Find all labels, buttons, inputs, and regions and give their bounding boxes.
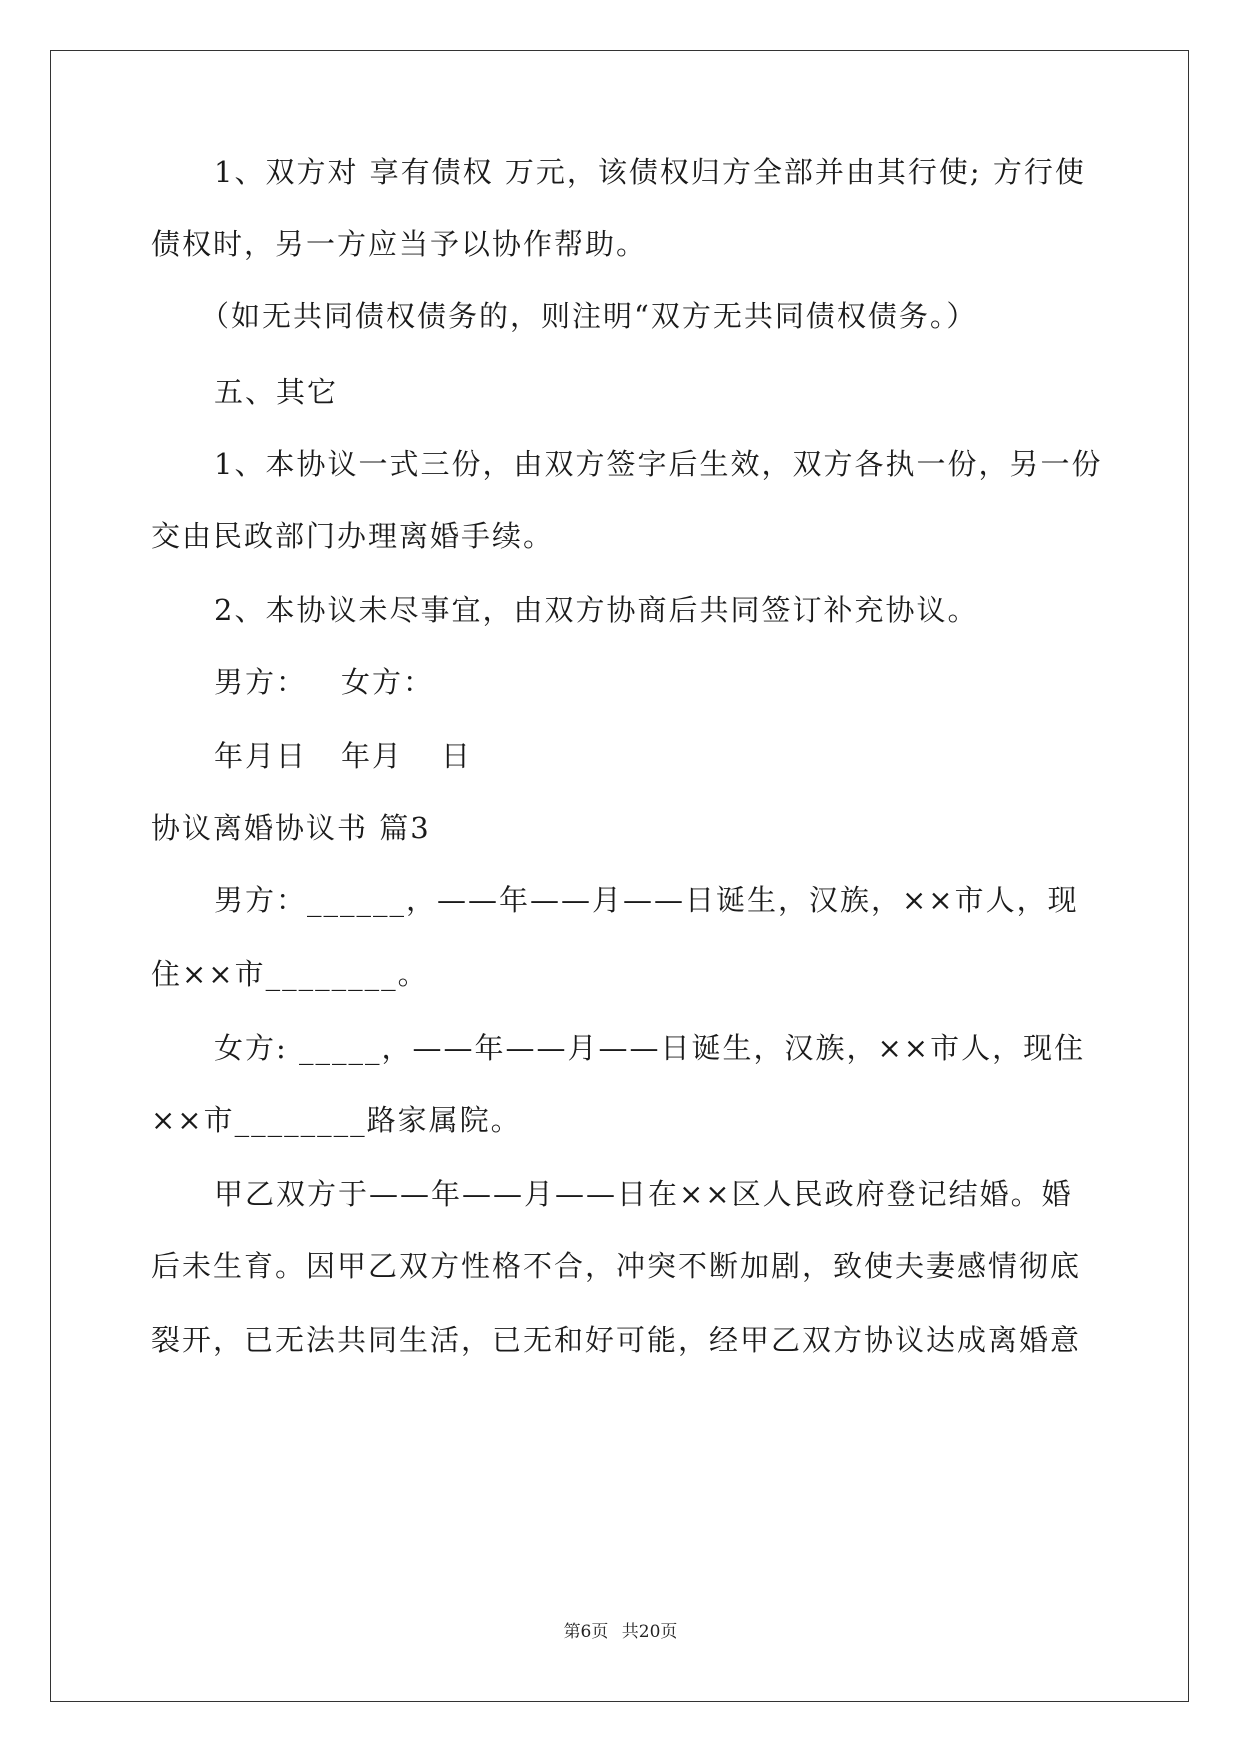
- paragraph-female-line-1: 女方: _____，——年——月——日诞生，汉族，××市人，现住: [214, 1031, 1086, 1065]
- date-right-day: 日: [441, 739, 473, 773]
- paragraph-debt-line-1: 1、双方对 享有债权 万元，该债权归方全部并由其行使; 方行使: [214, 155, 1086, 189]
- section-heading-other: 五、其它: [214, 375, 339, 409]
- paragraph-copies-line-2: 交由民政部门办理离婚手续。: [151, 519, 555, 553]
- paragraph-body-line-1: 甲乙双方于——年——月——日在××区人民政府登记结婚。婚: [214, 1177, 1073, 1211]
- paragraph-copies-line-1: 1、本协议一式三份，由双方签字后生效，双方各执一份，另一份: [214, 447, 1103, 481]
- section-title: 协议离婚协议书 篇3: [151, 811, 431, 845]
- page-total: 共20页: [621, 1622, 678, 1642]
- signature-line: [214, 662, 434, 702]
- paragraph-female-line-2: ××市________路家属院。: [151, 1103, 522, 1137]
- paragraph-body-line-2: 后未生育。因甲乙双方性格不合，冲突不断加剧，致使夫妻感情彻底: [151, 1249, 1082, 1283]
- paragraph-male-line-1: 男方：______，——年——月——日诞生，汉族，××市人，现: [214, 883, 1079, 917]
- date-line: [214, 736, 472, 776]
- date-left: 年月日: [214, 739, 308, 773]
- paragraph-debt-line-2: 债权时，另一方应当予以协作帮助。: [151, 227, 648, 261]
- paragraph-male-line-2: 住××市________。: [151, 957, 429, 991]
- page-number: 第6页: [563, 1622, 609, 1642]
- paragraph-body-line-3: 裂开，已无法共同生活，已无和好可能，经甲乙双方协议达成离婚意: [151, 1323, 1082, 1357]
- paragraph-no-debt-note: （如无共同债权债务的，则注明“双方无共同债权债务。）: [200, 299, 978, 333]
- page-footer: [0, 1620, 1241, 1644]
- date-right-year-month: 年月: [341, 739, 404, 773]
- paragraph-supplement: 2、本协议未尽事宜，由双方协商后共同签订补充协议。: [214, 593, 979, 627]
- signature-male: 男方：: [214, 665, 308, 699]
- signature-female: 女方：: [341, 665, 435, 699]
